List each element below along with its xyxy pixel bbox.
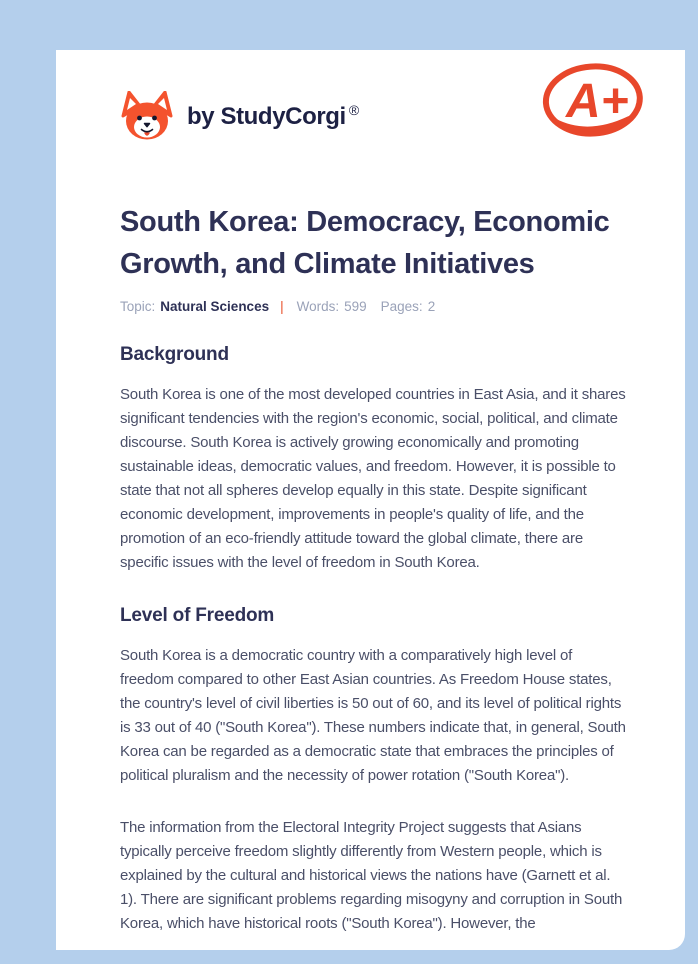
registered-trademark: ® [348,101,359,118]
topic-link[interactable]: Natural Sciences [160,299,270,314]
pages-value: 2 [427,299,436,314]
section-heading-background: Background [120,344,229,365]
brand-text [187,102,359,131]
a-plus-grade-label: A+ [566,75,629,128]
article-body [120,344,629,936]
corgi-icon [120,91,174,141]
words-value: 599 [344,299,367,314]
a-plus-grade-icon [539,60,647,149]
document-header [120,75,629,149]
studycorgi-logo [120,91,359,141]
words-count [297,299,367,314]
pages-label: Pages: [380,299,423,314]
brand-label: by StudyCorgi [187,102,346,130]
document-card [56,50,685,950]
meta-separator: | [280,299,284,314]
paragraph: The information from the Electoral Integrity Project suggests that Asians typically perceive freedom slightly differently from Western people, which is explained by the cultural and historical views the nations have (Garnett et al. 1). There are significant problems regarding misogyny and corruption in South Korea, which have historical roots ("South Korea"). However, the [120,819,623,932]
article-meta [120,299,629,314]
paragraph: South Korea is one of the most developed countries in East Asia, and it shares significant tendencies with the region's economic, social, political, and climate discourse. South Korea is actively growing economically and promoting sustainable ideas, democratic values, and freedom. However, it is possible to state that not all spheres develop equally in this state. Despite significant economic development, improvements in people's quality of life, and the promotion of an eco-friendly attitude toward the global climate, there are specific issues with the level of freedom in South Korea. [120,386,626,571]
page-title: South Korea: Democracy, Economic Growth, and Climate Initiatives [120,206,610,280]
paragraph: South Korea is a democratic country with a comparatively high level of freedom compared to other East Asian countries. As Freedom House states, the country's level of civil liberties is 50 out of 60, and its level of political rights is 33 out of 40 ("South Korea"). These numbers indicate that, in general, South Korea can be regarded as a democratic state that embraces the principles of political pluralism and the necessity of power rotation ("South Korea"). [120,647,626,784]
words-label: Words: [296,299,340,314]
topic-label: Topic: [120,299,156,314]
section-heading-level-of-freedom: Level of Freedom [120,605,275,626]
pages-count [381,299,436,314]
